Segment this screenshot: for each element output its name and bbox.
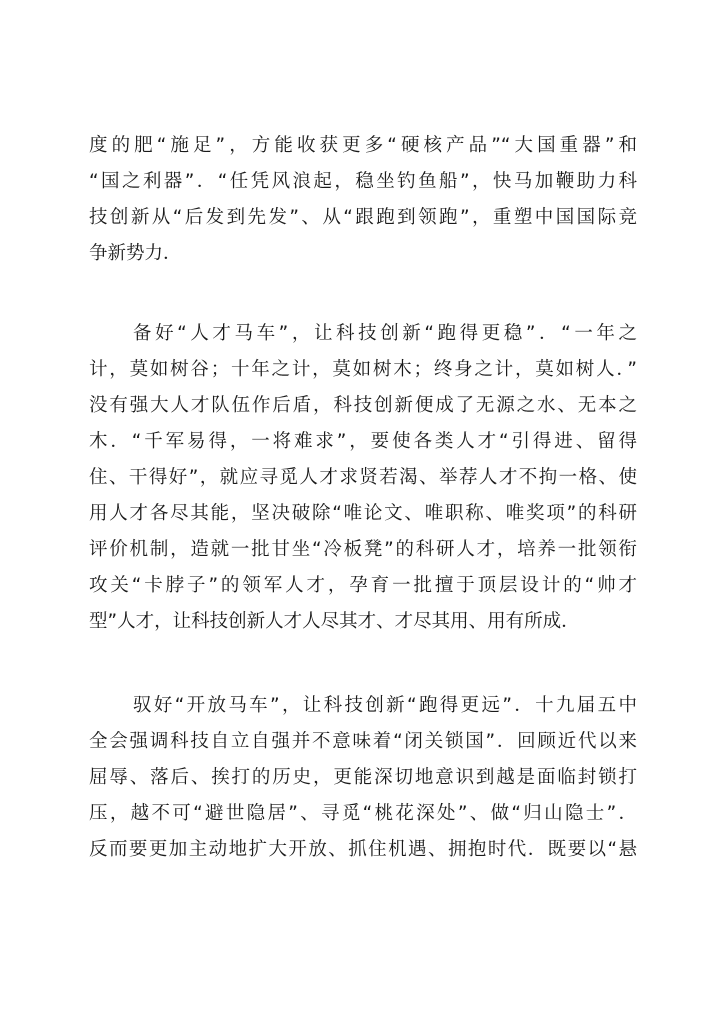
text-line: 度的肥“施足”，方能收获更多“硬核产品”“大国重器”和: [89, 135, 637, 156]
paragraph-3: [89, 688, 637, 868]
text-line: 评价机制，造就一批甘坐“冷板凳”的科研人才，培养一批领衔: [89, 539, 637, 560]
text-line: 屈辱、落后、挨打的历史，更能深切地意识到越是面临封锁打: [89, 767, 637, 788]
text-line: 技创新从“后发到先发”、从“跟跑到领跑”，重塑中国国际竞: [89, 207, 637, 228]
text-line: 争新势力．: [89, 243, 182, 264]
text-line: 备好“人才马车”，让科技创新“跑得更稳”．“一年之: [133, 323, 637, 344]
text-line: 攻关“卡脖子”的领军人才，孕育一批擅于顶层设计的“帅才: [89, 575, 637, 596]
text-line: 木．“千军易得，一将难求”，要使各类人才“引得进、留得: [89, 431, 637, 452]
text-line: 没有强大人才队伍作后盾，科技创新便成了无源之水、无本之: [89, 395, 637, 416]
text-line: 全会强调科技自立自强并不意味着“闭关锁国”．回顾近代以来: [89, 731, 637, 752]
text-line: 用人才各尽其能，坚决破除“唯论文、唯职称、唯奖项”的科研: [89, 503, 637, 524]
text-line: “国之利器”．“任凭风浪起，稳坐钓鱼船”，快马加鞭助力科: [89, 171, 637, 192]
text-line: 压，越不可“避世隐居”、寻觅“桃花深处”、做“归山隐士”．: [89, 803, 637, 824]
text-line: 反而要更加主动地扩大开放、抓住机遇、拥抱时代．既要以“悬: [89, 839, 637, 860]
text-line: 计，莫如树谷；十年之计，莫如树木；终身之计，莫如树人．”: [89, 359, 637, 380]
paragraph-1: [89, 128, 637, 272]
text-line: 住、干得好”，就应寻觅人才求贤若渴、举荐人才不拘一格、使: [89, 467, 637, 488]
paragraph-2: [89, 316, 637, 640]
text-line: 型”人才，让科技创新人才人尽其才、才尽其用、用有所成．: [89, 611, 580, 632]
text-line: 驭好“开放马车”，让科技创新“跑得更远”．十九届五中: [133, 695, 637, 716]
